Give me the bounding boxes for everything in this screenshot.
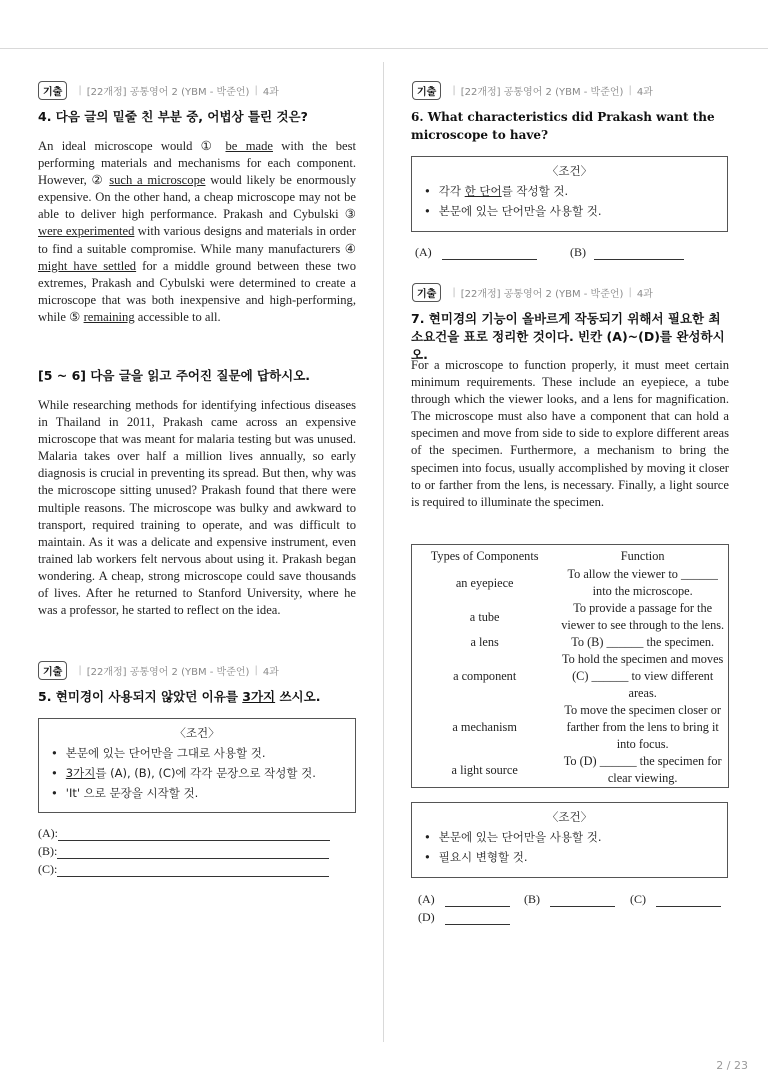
exam-badge: 기출 — [38, 661, 67, 680]
question-4-title: 4. 다음 글의 밑줄 친 부분 중, 어법상 틀린 것은? — [38, 109, 308, 124]
question-7-passage: For a microscope to function properly, it must meet certain minimum requirements. These include an eyepiece, a tube through which the viewer looks, and a lens for magnification. The microscope must also have a component that can hold a specimen and move from side to side to explore different areas of the specimen. Furthermore, a mechanism to bring the specimen into focus, usually accomplished by moving it closer to or farther from the lens, is necessary. Finally, a light source is required to illuminate the specimen. — [411, 358, 729, 509]
condition-item: • 본문에 있는 단어만을 그대로 사용할 것. — [51, 743, 355, 763]
source-tag: 기출 | [22개정] 공통영어 2 (YBM - 박준언) | 4과 — [412, 81, 653, 100]
source-tag: 기출 | [22개정] 공통영어 2 (YBM - 박준언) | 4과 — [38, 661, 279, 680]
answer-line-c[interactable]: (C): — [38, 862, 329, 877]
answer-line-a[interactable]: (A) — [415, 245, 537, 260]
lesson-label: 4과 — [636, 87, 653, 98]
column-header-function: Function — [620, 549, 665, 563]
page-number: 2 / 23 — [716, 1059, 748, 1072]
answer-line-a[interactable]: (A): — [38, 826, 330, 841]
source-label: [22개정] 공통영어 2 (YBM - 박준언) — [460, 87, 624, 98]
conditions-title: 〈조건〉 — [546, 164, 593, 178]
table-row: a lens To (B) ______ the specimen. — [470, 635, 715, 649]
source-label: [22개정] 공통영어 2 (YBM - 박준언) — [86, 667, 250, 678]
source-tag: 기출 | [22개정] 공통영어 2 (YBM - 박준언) | 4과 — [412, 283, 653, 302]
answer-line-a[interactable]: (A) — [418, 892, 510, 907]
table-row: a component To hold the specimen and moves (C) ______ to view different areas. — [453, 652, 724, 700]
answer-line-b[interactable]: (B) — [524, 892, 615, 907]
source-label: [22개정] 공통영어 2 (YBM - 박준언) — [460, 289, 624, 300]
table-row: a tube To provide a passage for the viewer to see through to the lens. — [469, 601, 725, 632]
components-table — [411, 544, 729, 788]
question-5-title: 5. 현미경이 사용되지 않았던 이유를 3가지 쓰시오. — [38, 689, 321, 704]
reading-passage: While researching methods for identifying infectious diseases in Thailand in 2011, Prakash came across an expensive microscope that was meant for malaria testing but was unused. Malaria takes over half a million lives annually, so early diagnosis is crucial in preventing its spread. But then, why was the microscope sitting unused? Prakash found that there were multiple reasons. The microscope was bulky and awkward to transport, required training to operate, and was difficult to maintain. As it was a delicate and expensive instrument, even trained lab workers felt nervous about using it. Prakash began wondering. A cheap, strong microscope could save thousands of lives. After he returned to Stanford University, where he was a professor, he started to reflect on the idea. — [38, 398, 356, 618]
header-rule — [0, 48, 768, 49]
question-6-title: 6. What characteristics did Prakash want the microscope to have? — [411, 110, 715, 142]
condition-item: • 'It' 으로 문장을 시작할 것. — [51, 783, 355, 803]
conditions-title: 〈조건〉 — [174, 726, 220, 740]
source-label: [22개정] 공통영어 2 (YBM - 박준언) — [86, 87, 250, 98]
condition-item: • 3가지를 (A), (B), (C)에 각각 문장으로 작성할 것. — [51, 763, 355, 783]
condition-item: • 각각 한 단어를 작성할 것. — [424, 181, 727, 201]
question-7-conditions — [411, 802, 728, 878]
table-row: a light source To (D) ______ the specimen for clear viewing. — [451, 754, 722, 785]
answer-line-b[interactable]: (B): — [38, 844, 329, 859]
lesson-label: 4과 — [262, 87, 279, 98]
question-7-title: 7. 현미경의 기능이 올바르게 작동되기 위해서 필요한 최소요건을 표로 정리한 것이다. 빈칸 (A)~(D)를 완성하시오. — [411, 311, 725, 362]
conditions-title: 〈조건〉 — [546, 810, 593, 824]
column-header-type: Types of Components — [430, 549, 539, 563]
source-tag: 기출 | [22개정] 공통영어 2 (YBM - 박준언) | 4과 — [38, 81, 279, 100]
answer-line-d[interactable]: (D) — [418, 910, 510, 925]
question-6-conditions — [411, 156, 728, 232]
exam-badge: 기출 — [38, 81, 67, 100]
exam-badge: 기출 — [412, 283, 441, 302]
set-instruction: [5 ~ 6] 다음 글을 읽고 주어진 질문에 답하시오. — [38, 368, 311, 383]
condition-item: • 본문에 있는 단어만을 사용할 것. — [424, 827, 727, 847]
question-4-passage: An ideal microscope would ① be made with the best performing materials and mechanisms for each component. However, ② such a microscope would likely be enormously expensive. On the other hand, a cheap microscope may not be able to deliver high performance. Prakash and Cybulski ③ were experimented with various designs and materials in order to find a suitable compromise. While many manufacturers ④ might have settled for a middle ground between these two extremes, Prakash and Cybulski were determined to create a microscope that was both inexpensive and high-performing, while ⑤ remaining accessible to all. — [38, 139, 357, 324]
table-row: an eyepiece To allow the viewer to ______ into the microscope. — [455, 567, 718, 598]
lesson-label: 4과 — [636, 289, 653, 300]
table-row: a mechanism To move the specimen closer or farther from the lens to bring it into focus. — [452, 703, 721, 751]
condition-item: • 본문에 있는 단어만을 사용할 것. — [424, 201, 727, 221]
column-divider — [383, 62, 384, 1042]
answer-line-b[interactable]: (B) — [570, 245, 684, 260]
lesson-label: 4과 — [262, 667, 279, 678]
answer-line-c[interactable]: (C) — [630, 892, 721, 907]
question-5-conditions — [38, 718, 356, 813]
exam-badge: 기출 — [412, 81, 441, 100]
condition-item: • 필요시 변형할 것. — [424, 847, 727, 867]
